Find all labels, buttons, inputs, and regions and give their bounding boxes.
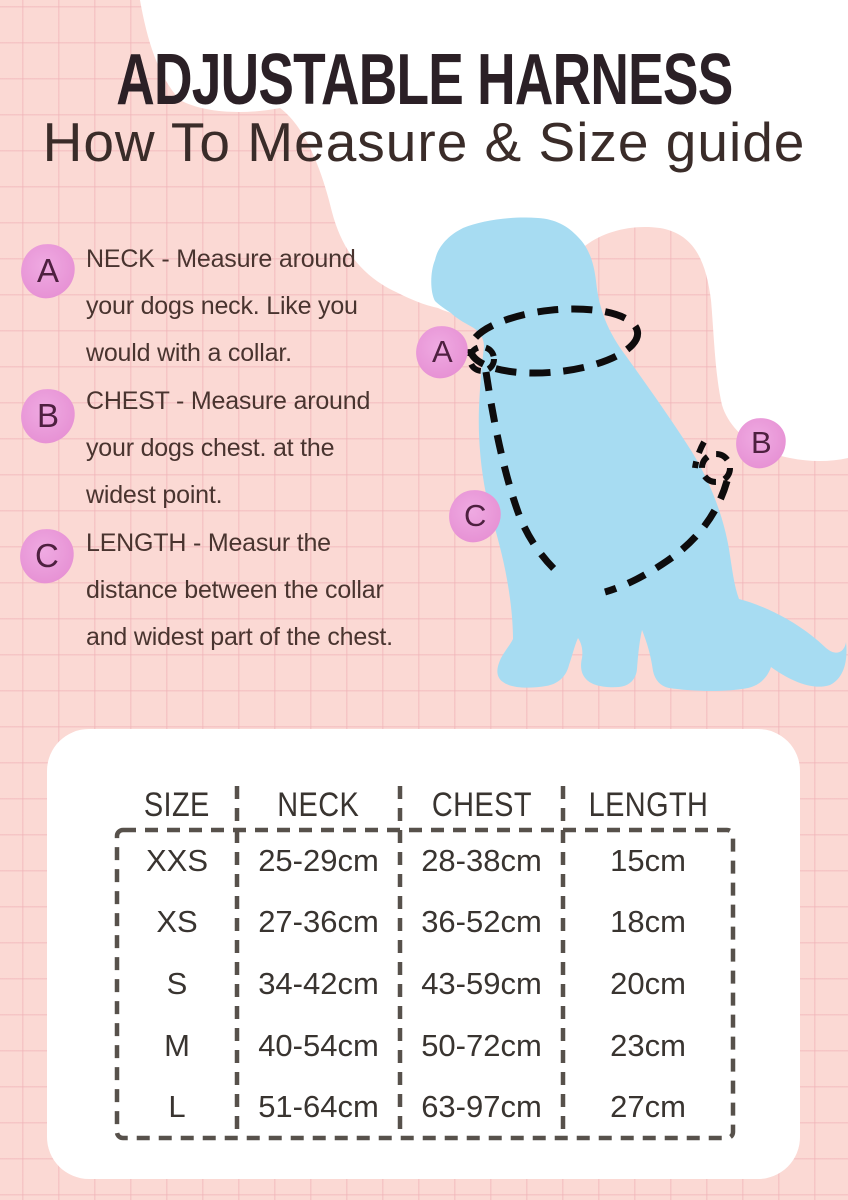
table-cell-size: M [164,1027,190,1063]
measure-text-neck [86,236,456,377]
table-cell-size: XS [156,904,198,940]
measure-line: widest point. [86,481,223,509]
table-cell-neck: 40-54cm [258,1027,379,1063]
column-header-length: LENGTH [588,785,708,824]
table-cell-neck: 27-36cm [258,904,379,940]
table-cell-length: 23cm [610,1027,686,1063]
measure-line: distance between the collar [86,576,384,604]
table-cell-length: 20cm [610,965,686,1001]
table-cell-chest: 63-97cm [421,1089,542,1125]
column-header-neck: NECK [277,785,360,824]
measure-text-length [86,520,456,661]
table-cell-size: XXS [145,842,209,878]
measure-text-chest [86,378,456,519]
table-cell-chest: 36-52cm [421,904,542,940]
diagram-marker-c-letter: C [463,498,487,534]
column-header-chest: CHEST [431,785,532,824]
harness-ring-back [702,454,730,482]
table-cell-size: L [168,1089,186,1125]
marker-c-letter: C [35,537,59,574]
diagram-marker-a-letter: A [431,334,453,369]
table-cell-length: 18cm [610,904,686,940]
page-title: ADJUSTABLE HARNESS [115,40,733,120]
measure-line: your dogs chest. at the [86,434,335,462]
size-table-card [47,729,800,1179]
page-subtitle: How To Measure & Size guide [42,111,806,173]
table-cell-length: 15cm [610,842,686,878]
measure-line: and widest part of the chest. [86,623,393,651]
table-cell-length: 27cm [610,1089,686,1125]
table-cell-neck: 51-64cm [258,1089,379,1125]
column-header-size: SIZE [144,785,210,824]
marker-b-letter: B [36,397,60,435]
measure-line: your dogs neck. Like you [86,292,358,320]
diagram-marker-b-letter: B [750,425,772,460]
table-cell-chest: 28-38cm [421,842,542,878]
measure-line: CHEST - Measure around [86,387,371,415]
marker-a-letter: A [36,252,60,290]
measure-line: would with a collar. [86,339,292,367]
table-cell-neck: 34-42cm [258,965,379,1001]
table-cell-chest: 43-59cm [421,965,542,1001]
table-cell-size: S [166,965,188,1001]
measure-line: LENGTH - Measur the [86,529,331,557]
table-cell-neck: 25-29cm [258,842,379,878]
table-cell-chest: 50-72cm [421,1027,542,1063]
measure-line: NECK - Measure around [86,245,356,273]
size-table [117,780,733,1138]
